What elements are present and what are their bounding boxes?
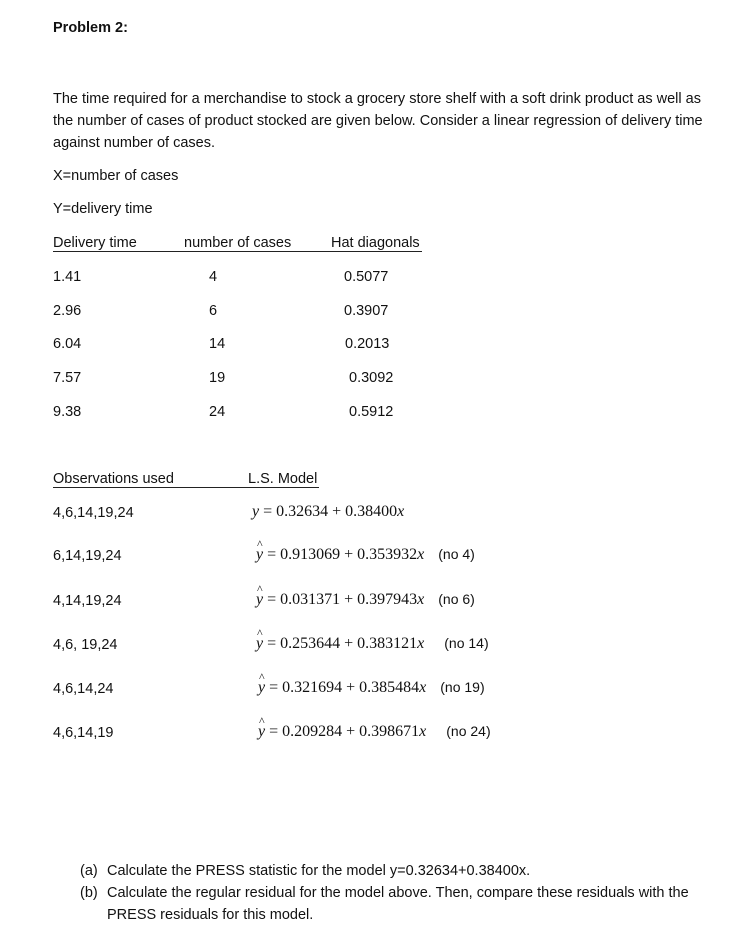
omitted-observation-note: (no 19) <box>440 679 485 695</box>
predictor-variable: x <box>417 591 425 608</box>
equation-coefficients: = 0.321694 + 0.385484 <box>269 679 420 696</box>
delivery-time-cell: 2.96 <box>53 303 82 319</box>
model-equation <box>256 591 475 609</box>
model-equation <box>252 503 404 521</box>
header-delivery-time: Delivery time <box>53 235 137 251</box>
x-definition: X=number of cases <box>53 168 179 184</box>
delivery-time-cell: 7.57 <box>53 370 82 386</box>
model-equation <box>256 546 475 564</box>
question-text: PRESS residuals for this model. <box>107 907 314 923</box>
observations-cell: 4,6,14,19,24 <box>53 505 134 521</box>
response-variable: y <box>252 503 260 520</box>
y-hat-symbol: ^ y <box>256 635 263 653</box>
y-hat-symbol: ^ y <box>256 591 263 609</box>
y-hat-symbol: ^ y <box>256 546 263 564</box>
equation-coefficients: = 0.209284 + 0.398671 <box>269 723 420 740</box>
observations-cell: 6,14,19,24 <box>53 548 122 564</box>
header-underline <box>53 251 422 252</box>
cases-cell: 6 <box>209 303 218 319</box>
cases-cell: 4 <box>209 269 218 285</box>
observations-cell: 4,14,19,24 <box>53 593 122 609</box>
equation-coefficients: = 0.031371 + 0.397943 <box>267 591 418 608</box>
header-number-of-cases: number of cases <box>184 235 292 251</box>
header-ls-model: L.S. Model <box>248 471 318 487</box>
y-definition: Y=delivery time <box>53 201 153 217</box>
cases-cell: 19 <box>209 370 226 386</box>
predictor-variable: x <box>419 723 427 740</box>
predictor-variable: x <box>417 546 425 563</box>
hat-diagonal-cell: 0.5077 <box>344 269 389 285</box>
problem-title: Problem 2: <box>53 20 128 36</box>
predictor-variable: x <box>397 503 405 520</box>
model-equation <box>258 679 485 697</box>
hat-diagonal-cell: 0.5912 <box>349 404 394 420</box>
cases-cell: 14 <box>209 336 226 352</box>
header-hat-diagonals: Hat diagonals <box>331 235 420 251</box>
delivery-time-cell: 9.38 <box>53 404 82 420</box>
intro-line: The time required for a merchandise to stock a grocery store shelf with a soft drink product as well as <box>53 91 701 107</box>
equation-coefficients: = 0.913069 + 0.353932 <box>267 546 418 563</box>
observations-cell: 4,6, 19,24 <box>53 637 118 653</box>
predictor-variable: x <box>419 679 427 696</box>
models-header-underline <box>53 487 319 488</box>
header-observations-used: Observations used <box>53 471 174 487</box>
predictor-variable: x <box>417 635 425 652</box>
omitted-observation-note: (no 4) <box>438 546 475 562</box>
intro-line: against number of cases. <box>53 135 216 151</box>
hat-diagonal-cell: 0.2013 <box>345 336 390 352</box>
question-text: Calculate the regular residual for the model above. Then, compare these residuals with the <box>107 885 689 901</box>
observations-cell: 4,6,14,19 <box>53 725 114 741</box>
intro-line: the number of cases of product stocked are given below. Consider a linear regression of delivery time <box>53 113 703 129</box>
delivery-time-cell: 6.04 <box>53 336 82 352</box>
problem-intro <box>53 88 743 154</box>
question-label: (b) <box>80 885 98 901</box>
question-text: Calculate the PRESS statistic for the model y=0.32634+0.38400x. <box>107 863 531 879</box>
y-hat-symbol: ^ y <box>258 723 265 741</box>
model-equation <box>258 723 491 741</box>
omitted-observation-note: (no 14) <box>444 635 489 651</box>
question-label: (a) <box>80 863 98 879</box>
cases-cell: 24 <box>209 404 226 420</box>
equation-coefficients: = 0.253644 + 0.383121 <box>267 635 418 652</box>
y-hat-symbol: ^ y <box>258 679 265 697</box>
hat-diagonal-cell: 0.3907 <box>344 303 389 319</box>
omitted-observation-note: (no 24) <box>446 723 491 739</box>
hat-diagonal-cell: 0.3092 <box>349 370 394 386</box>
delivery-time-cell: 1.41 <box>53 269 82 285</box>
model-equation <box>256 635 489 653</box>
omitted-observation-note: (no 6) <box>438 591 475 607</box>
observations-cell: 4,6,14,24 <box>53 681 114 697</box>
equation-coefficients: = 0.32634 + 0.38400 <box>263 503 398 520</box>
